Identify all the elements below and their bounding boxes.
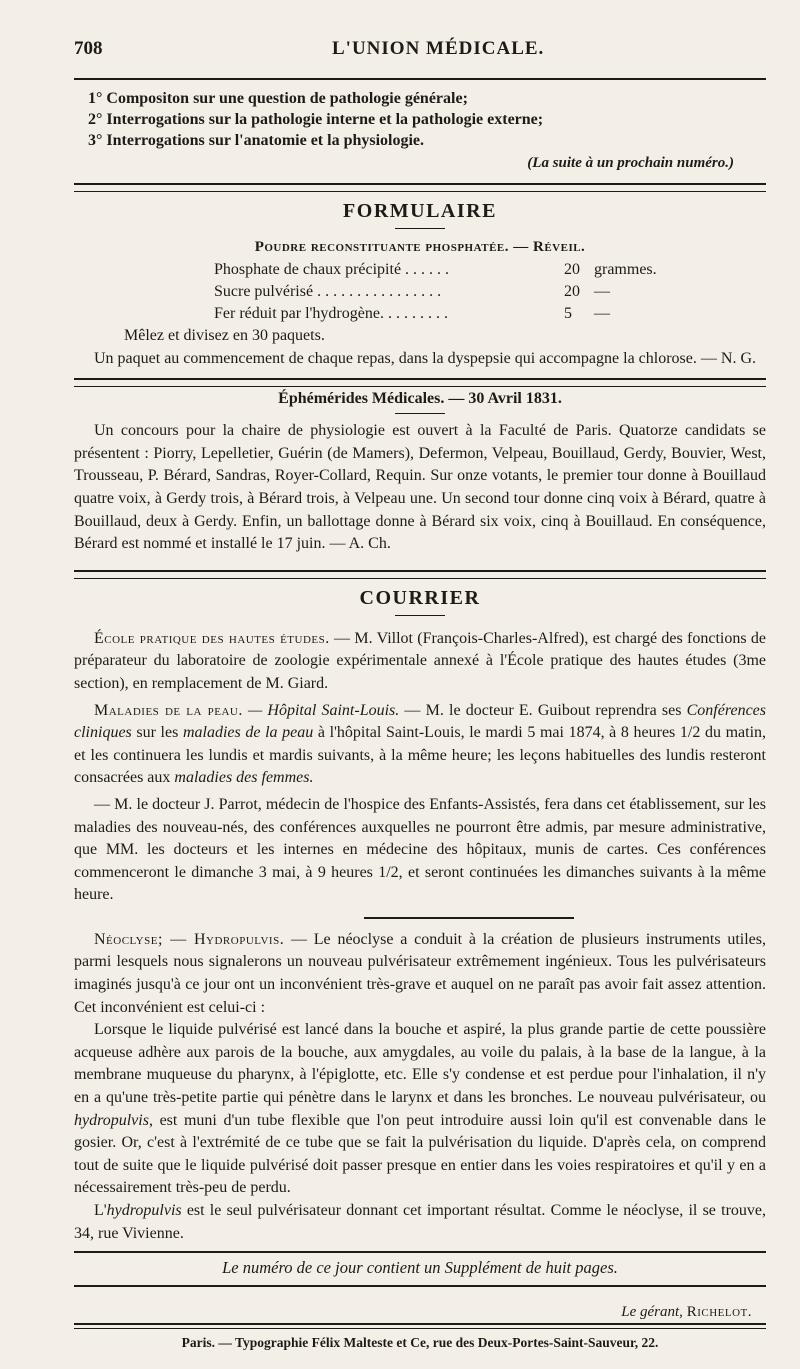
ephemerides-text: Un concours pour la chaire de physiologie est ouvert à la Faculté de Paris. Quatorze candidats se présentent : Piorry, Lepelletier, Guérin (de Mamers), Defermon, Velpeau, Bouillaud, Gerdy, Bouvier, West, Trousseau, P. Bérard, Sandras, Royer-Collard, Requin. Sur onze votants, le premier tour donne à Bouillaud quatre voix, à Gerdy trois, à Bérard trois, à Velpeau une. Un second tour donne cinq voix à Bérard, quatre à Bouillaud, deux à Gerdy. Enfin, un ballottage donne à Bérard six voix, cinq à Bouillaud. En conséquence, Bérard est nommé et installé le 17 juin. — A. Ch.	[74, 422, 766, 553]
ingredient-unit: —	[594, 283, 610, 300]
separator-rule	[74, 1251, 766, 1253]
ephemerides-title: Éphémérides Médicales. — 30 Avril 1831.	[278, 390, 562, 408]
neoclyse-paragraph	[74, 1200, 766, 1245]
recipe-title: Poudre reconstituante phosphatée. — Réveil.	[254, 239, 586, 255]
maladies-text: sur les	[131, 724, 183, 742]
ingredient-qty: 20	[564, 283, 580, 300]
ingredient-qty: 20	[564, 261, 580, 278]
ingredient-qty: 5	[564, 305, 572, 322]
maladies-subject: maladies de la peau	[182, 724, 314, 742]
neoclyse-text: — Le néoclyse a conduit à la création de plusieurs instruments utiles, parmi lesquels nous signalerons un nouveau pulvérisateur extrêmement ingénieux. Tous les pulvérisateurs imaginés jusqu'à ce jour ont un inconvénient très-grave et auquel on ne paraît pas avoir fait assez attention. Cet inconvénient est celui-ci :	[74, 930, 766, 1016]
maladies-text: à l'hôpital Saint-Louis, le mardi 5 mai 1874, à 8 heures 1/2 du matin, et les continuera les lundis et mardis suivants, à la même heure; les leçons habituelles des lundis resteront consacrées aux	[74, 724, 767, 787]
journal-title: L'UNION MÉDICALE.	[332, 38, 545, 59]
supplement-notice: Le numéro de ce jour contient un Supplément de huit pages.	[222, 1258, 618, 1278]
gerant-name: Richelot.	[686, 1304, 752, 1321]
ecole-text: — M. Villot (François-Charles-Alfred), est chargé des fonctions de préparateur du laboratoire de zoologie expérimentale annexé à l'École pratique des hautes études (3me section), en remplacement de M. Giard.	[74, 629, 767, 692]
ingredient-name: Phosphate de chaux précipité . . . . . .	[214, 261, 450, 278]
title-underline	[395, 615, 445, 616]
ingredient-unit: grammes.	[594, 261, 657, 278]
gerant-signature	[74, 1301, 766, 1323]
maladies-hopital: — Hôpital Saint-Louis.	[242, 701, 400, 719]
ingredient-row	[214, 281, 766, 303]
maladies-text: — M. le docteur E. Guibout reprendra ses	[399, 701, 687, 719]
hydropulvis-term: hydropulvis	[74, 1111, 149, 1129]
exam-item: 2° Interrogations sur la pathologie interne et la pathologie externe;	[88, 111, 544, 128]
parrot-notice: — M. le docteur J. Parrot, médecin de l'hospice des Enfants-Assistés, fera dans cet établissement, sur les maladies des nouveau-nés, des conférences auxquelles ne pourront être admis, par mesure administrative, que MM. les docteurs et les internes en médecine des hôpitaux, munis de cartes. Ces conférences commenceront le dimanche 3 mai, à 9 heures 1/2, et seront continuées les dimanches suivants à la même heure.	[74, 795, 766, 904]
printer-imprint: Paris. — Typographie Félix Malteste et Ce, rue des Deux-Portes-Saint-Sauveur, 22.	[181, 1335, 659, 1351]
section-divider	[74, 570, 766, 579]
maladies-femmes: maladies des femmes.	[174, 769, 314, 787]
ingredient-name: Fer réduit par l'hydrogène. . . . . . . . .	[214, 305, 448, 322]
mix-instruction: Mêlez et divisez en 30 paquets.	[124, 327, 325, 344]
usage-text: Un paquet au commencement de chaque repas, dans la dyspepsie qui accompagne la chlorose. — N. G.	[94, 349, 756, 367]
ingredient-row	[214, 259, 766, 281]
neoclyse-text: est le seul pulvérisateur donnant cet important résultat. Comme le néoclyse, il se trouve, 34, rue Vivienne.	[74, 1202, 766, 1242]
ecole-heading: École pratique des hautes études.	[94, 629, 330, 647]
title-underline	[395, 228, 445, 229]
neoclyse-text: L'	[94, 1202, 107, 1219]
page-header	[74, 38, 766, 80]
courrier-title: COURRIER	[359, 586, 481, 609]
ingredient-unit: —	[594, 305, 610, 322]
title-underline	[395, 413, 445, 414]
neoclyse-text: , est muni d'un tube flexible que l'on peut introduire aussi loin qu'il est convenable dans le gosier. Or, c'est à l'extrémité de ce tube que se fait la pulvérisation du liquide. D'après cela, on comprend tout de suite que le liquide pulvérisé doit passer presque en entier dans les voies respiratoires et qu'il y en a nécessairement très-peu de perdu.	[74, 1111, 766, 1197]
neoclyse-heading: Néoclyse; — Hydropulvis.	[94, 930, 285, 948]
maladies-heading: Maladies de la peau.	[94, 701, 243, 719]
exam-item: 1° Compositon sur une question de pathologie générale;	[88, 90, 468, 107]
formulaire-title: FORMULAIRE	[343, 200, 497, 222]
ecole-notice	[74, 628, 766, 696]
exam-list	[74, 80, 766, 151]
separator-rule	[74, 1285, 766, 1287]
ingredient-row	[214, 303, 766, 325]
maladies-conferences: Conférences cliniques	[74, 701, 767, 742]
ingredient-name: Sucre pulvérisé . . . . . . . . . . . . . . . .	[214, 283, 442, 300]
neoclyse-paragraph	[74, 1019, 766, 1200]
hydropulvis-term: hydropulvis	[106, 1202, 182, 1219]
separator-rule	[364, 917, 574, 919]
ingredient-table	[214, 259, 766, 325]
neoclyse-notice	[74, 929, 766, 1019]
page-number: 708	[74, 38, 103, 59]
exam-item: 3° Interrogations sur l'anatomie et la physiologie.	[88, 132, 425, 149]
section-divider	[74, 183, 766, 192]
maladies-notice	[74, 700, 766, 790]
gerant-label: Le gérant,	[621, 1304, 683, 1321]
continuation-note: (La suite à un prochain numéro.)	[527, 155, 734, 171]
neoclyse-text: Lorsque le liquide pulvérisé est lancé dans la bouche et aspiré, la plus grande partie de cette poussière acqueuse adhère aux parois de la bouche, aux amygdales, au voile du palais, à la base de la langue, à la membrane muqueuse du pharynx, à l'épiglotte, etc. Elle s'y condense et est perdue pour l'inhalation, il n'y en a qu'une très-petite partie qui pénètre dans le larynx et dans les bronches. Le nouveau pulvérisateur, ou	[74, 1021, 766, 1107]
section-divider	[74, 378, 766, 387]
